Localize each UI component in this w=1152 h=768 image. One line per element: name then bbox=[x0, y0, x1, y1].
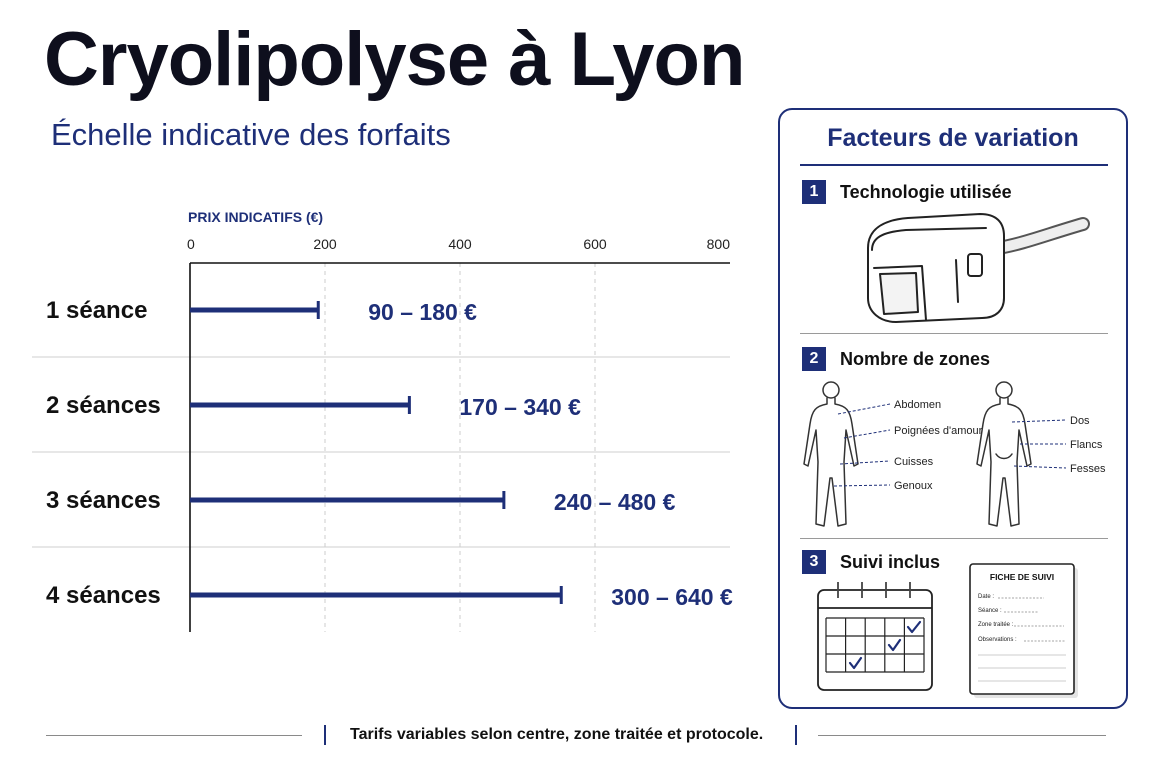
axis-title: PRIX INDICATIFS (€) bbox=[188, 209, 324, 225]
zone-label-thighs: Cuisses bbox=[894, 456, 934, 468]
tick-label: 400 bbox=[448, 236, 472, 252]
variation-factors-panel bbox=[778, 108, 1128, 709]
tick-label: 200 bbox=[313, 236, 337, 252]
factor-number: 2 bbox=[802, 347, 826, 371]
tick-label: 0 bbox=[187, 236, 195, 252]
body-zones-icon bbox=[794, 374, 1114, 534]
tick-label: 800 bbox=[706, 236, 730, 252]
cryo-applicator-icon bbox=[848, 206, 1098, 328]
sheet-field-date: Date : bbox=[978, 594, 995, 600]
sheet-title: FICHE DE SUIVI bbox=[989, 572, 1055, 582]
page-subtitle: Échelle indicative des forfaits bbox=[51, 117, 451, 152]
factor-label: Technologie utilisée bbox=[840, 181, 1012, 202]
zone-label-buttocks: Fesses bbox=[1070, 463, 1106, 475]
zone-label-love-handles: Poignées d'amour bbox=[894, 425, 983, 437]
factor-technology bbox=[802, 180, 1012, 204]
value-label: 300 – 640 € bbox=[611, 584, 733, 610]
sheet-field-observations: Observations : bbox=[978, 637, 1017, 643]
zone-label-abdomen: Abdomen bbox=[894, 399, 942, 411]
sheet-field-session: Séance : bbox=[978, 608, 1002, 614]
zone-label-flanks: Flancs bbox=[1070, 439, 1103, 451]
factor-number: 3 bbox=[802, 550, 826, 574]
value-label: 240 – 480 € bbox=[553, 489, 676, 515]
calendar-icon bbox=[814, 578, 936, 694]
tick-label: 600 bbox=[583, 236, 607, 252]
category-label: 3 séances bbox=[46, 487, 161, 514]
zone-label-back: Dos bbox=[1070, 415, 1090, 427]
footer bbox=[0, 718, 1152, 754]
factor-zones bbox=[802, 347, 990, 371]
factor-divider bbox=[800, 333, 1108, 334]
value-label: 90 – 180 € bbox=[368, 299, 477, 325]
footer-accent-left bbox=[324, 725, 326, 745]
category-label: 2 séances bbox=[46, 392, 161, 419]
factor-number: 1 bbox=[802, 180, 826, 204]
category-label: 1 séance bbox=[46, 297, 148, 324]
sheet-field-zone: Zone traitée : bbox=[978, 622, 1014, 628]
panel-title-divider bbox=[800, 164, 1108, 166]
follow-up-sheet-icon bbox=[968, 562, 1082, 702]
zone-label-knees: Genoux bbox=[894, 480, 933, 492]
factor-label: Suivi inclus bbox=[840, 551, 941, 572]
page-title: Cryolipolyse à Lyon bbox=[44, 17, 745, 102]
footer-divider-right bbox=[818, 735, 1106, 736]
panel-title: Facteurs de variation bbox=[827, 124, 1079, 152]
factor-divider bbox=[800, 538, 1108, 539]
footer-divider-left bbox=[46, 735, 302, 736]
factor-label: Nombre de zones bbox=[840, 348, 991, 369]
footer-accent-right bbox=[795, 725, 797, 745]
footer-note: Tarifs variables selon centre, zone traitée et protocole. bbox=[350, 726, 764, 743]
value-label: 170 – 340 € bbox=[459, 394, 581, 420]
category-label: 4 séances bbox=[46, 582, 161, 609]
factor-follow-up bbox=[802, 550, 940, 574]
